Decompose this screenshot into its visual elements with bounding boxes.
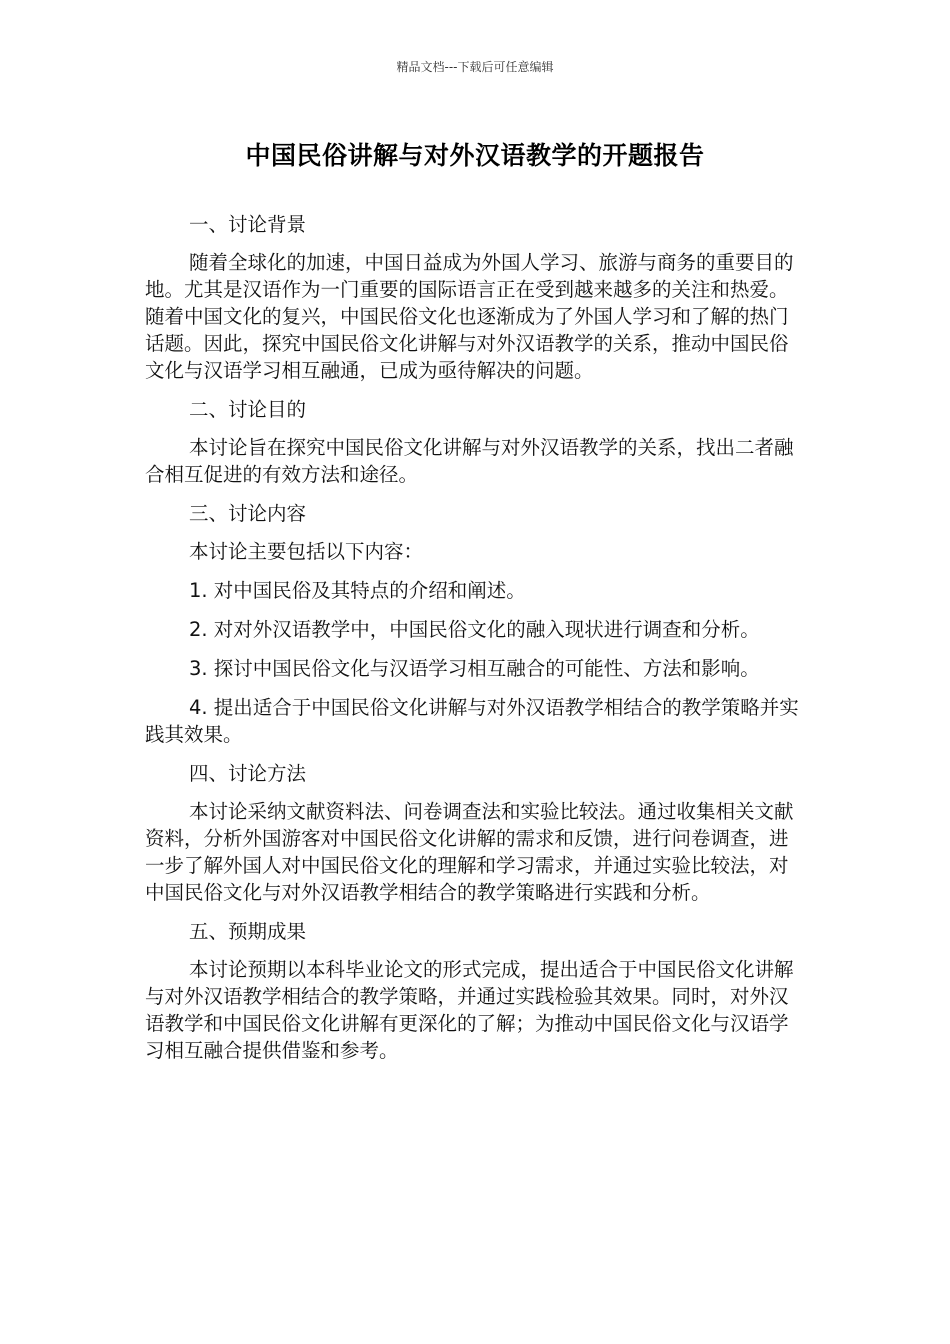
list-item: 2. 对对外汉语教学中，中国民俗文化的融入现状进行调查和分析。 (189, 618, 760, 641)
paragraph-method: 本讨论采纳文献资料法、问卷调查法和实验比较法。通过收集相关文献资料，分析外国游客对中国民俗文化讲解的需求和反馈，进行问卷调查，进一步了解外国人对中国民俗文化的理解和学习需求，并通过实验比较法，对中国民俗文化与对外汉语教学相结合的教学策略进行实践和分析。 (145, 800, 794, 904)
header-note: 精品文档---下载后可任意编辑 (396, 60, 554, 74)
section-heading-purpose: 二、讨论目的 (189, 398, 307, 421)
content-intro: 本讨论主要包括以下内容： (189, 540, 424, 563)
section-heading-outcome: 五、预期成果 (189, 920, 307, 943)
paragraph-outcome: 本讨论预期以本科毕业论文的形式完成，提出适合于中国民俗文化讲解与对外汉语教学相结合的教学策略，并通过实践检验其效果。同时，对外汉语教学和中国民俗文化讲解有更深化的了解；为推动中国民俗文化与汉语学习相互融合提供借鉴和参考。 (145, 958, 794, 1062)
list-item: 4. 提出适合于中国民俗文化讲解与对外汉语教学相结合的教学策略并实践其效果。 (145, 696, 799, 746)
paragraph-purpose: 本讨论旨在探究中国民俗文化讲解与对外汉语教学的关系，找出二者融合相互促进的有效方法和途径。 (145, 436, 794, 486)
section-heading-method: 四、讨论方法 (189, 762, 307, 785)
section-heading-background: 一、讨论背景 (189, 213, 307, 236)
document-title: 中国民俗讲解与对外汉语教学的开题报告 (245, 141, 705, 170)
list-item: 1. 对中国民俗及其特点的介绍和阐述。 (189, 579, 526, 602)
document-body (145, 211, 805, 1076)
paragraph-background: 随着全球化的加速，中国日益成为外国人学习、旅游与商务的重要目的地。尤其是汉语作为一门重要的国际语言正在受到越来越多的关注和热爱。随着中国文化的复兴，中国民俗文化也逐渐成为了外国人学习和了解的热门话题。因此，探究中国民俗文化讲解与对外汉语教学的关系，推动中国民俗文化与汉语学习相互融通，已成为亟待解决的问题。 (145, 251, 794, 382)
list-item: 3. 探讨中国民俗文化与汉语学习相互融合的可能性、方法和影响。 (189, 657, 760, 680)
section-heading-content: 三、讨论内容 (189, 502, 307, 525)
